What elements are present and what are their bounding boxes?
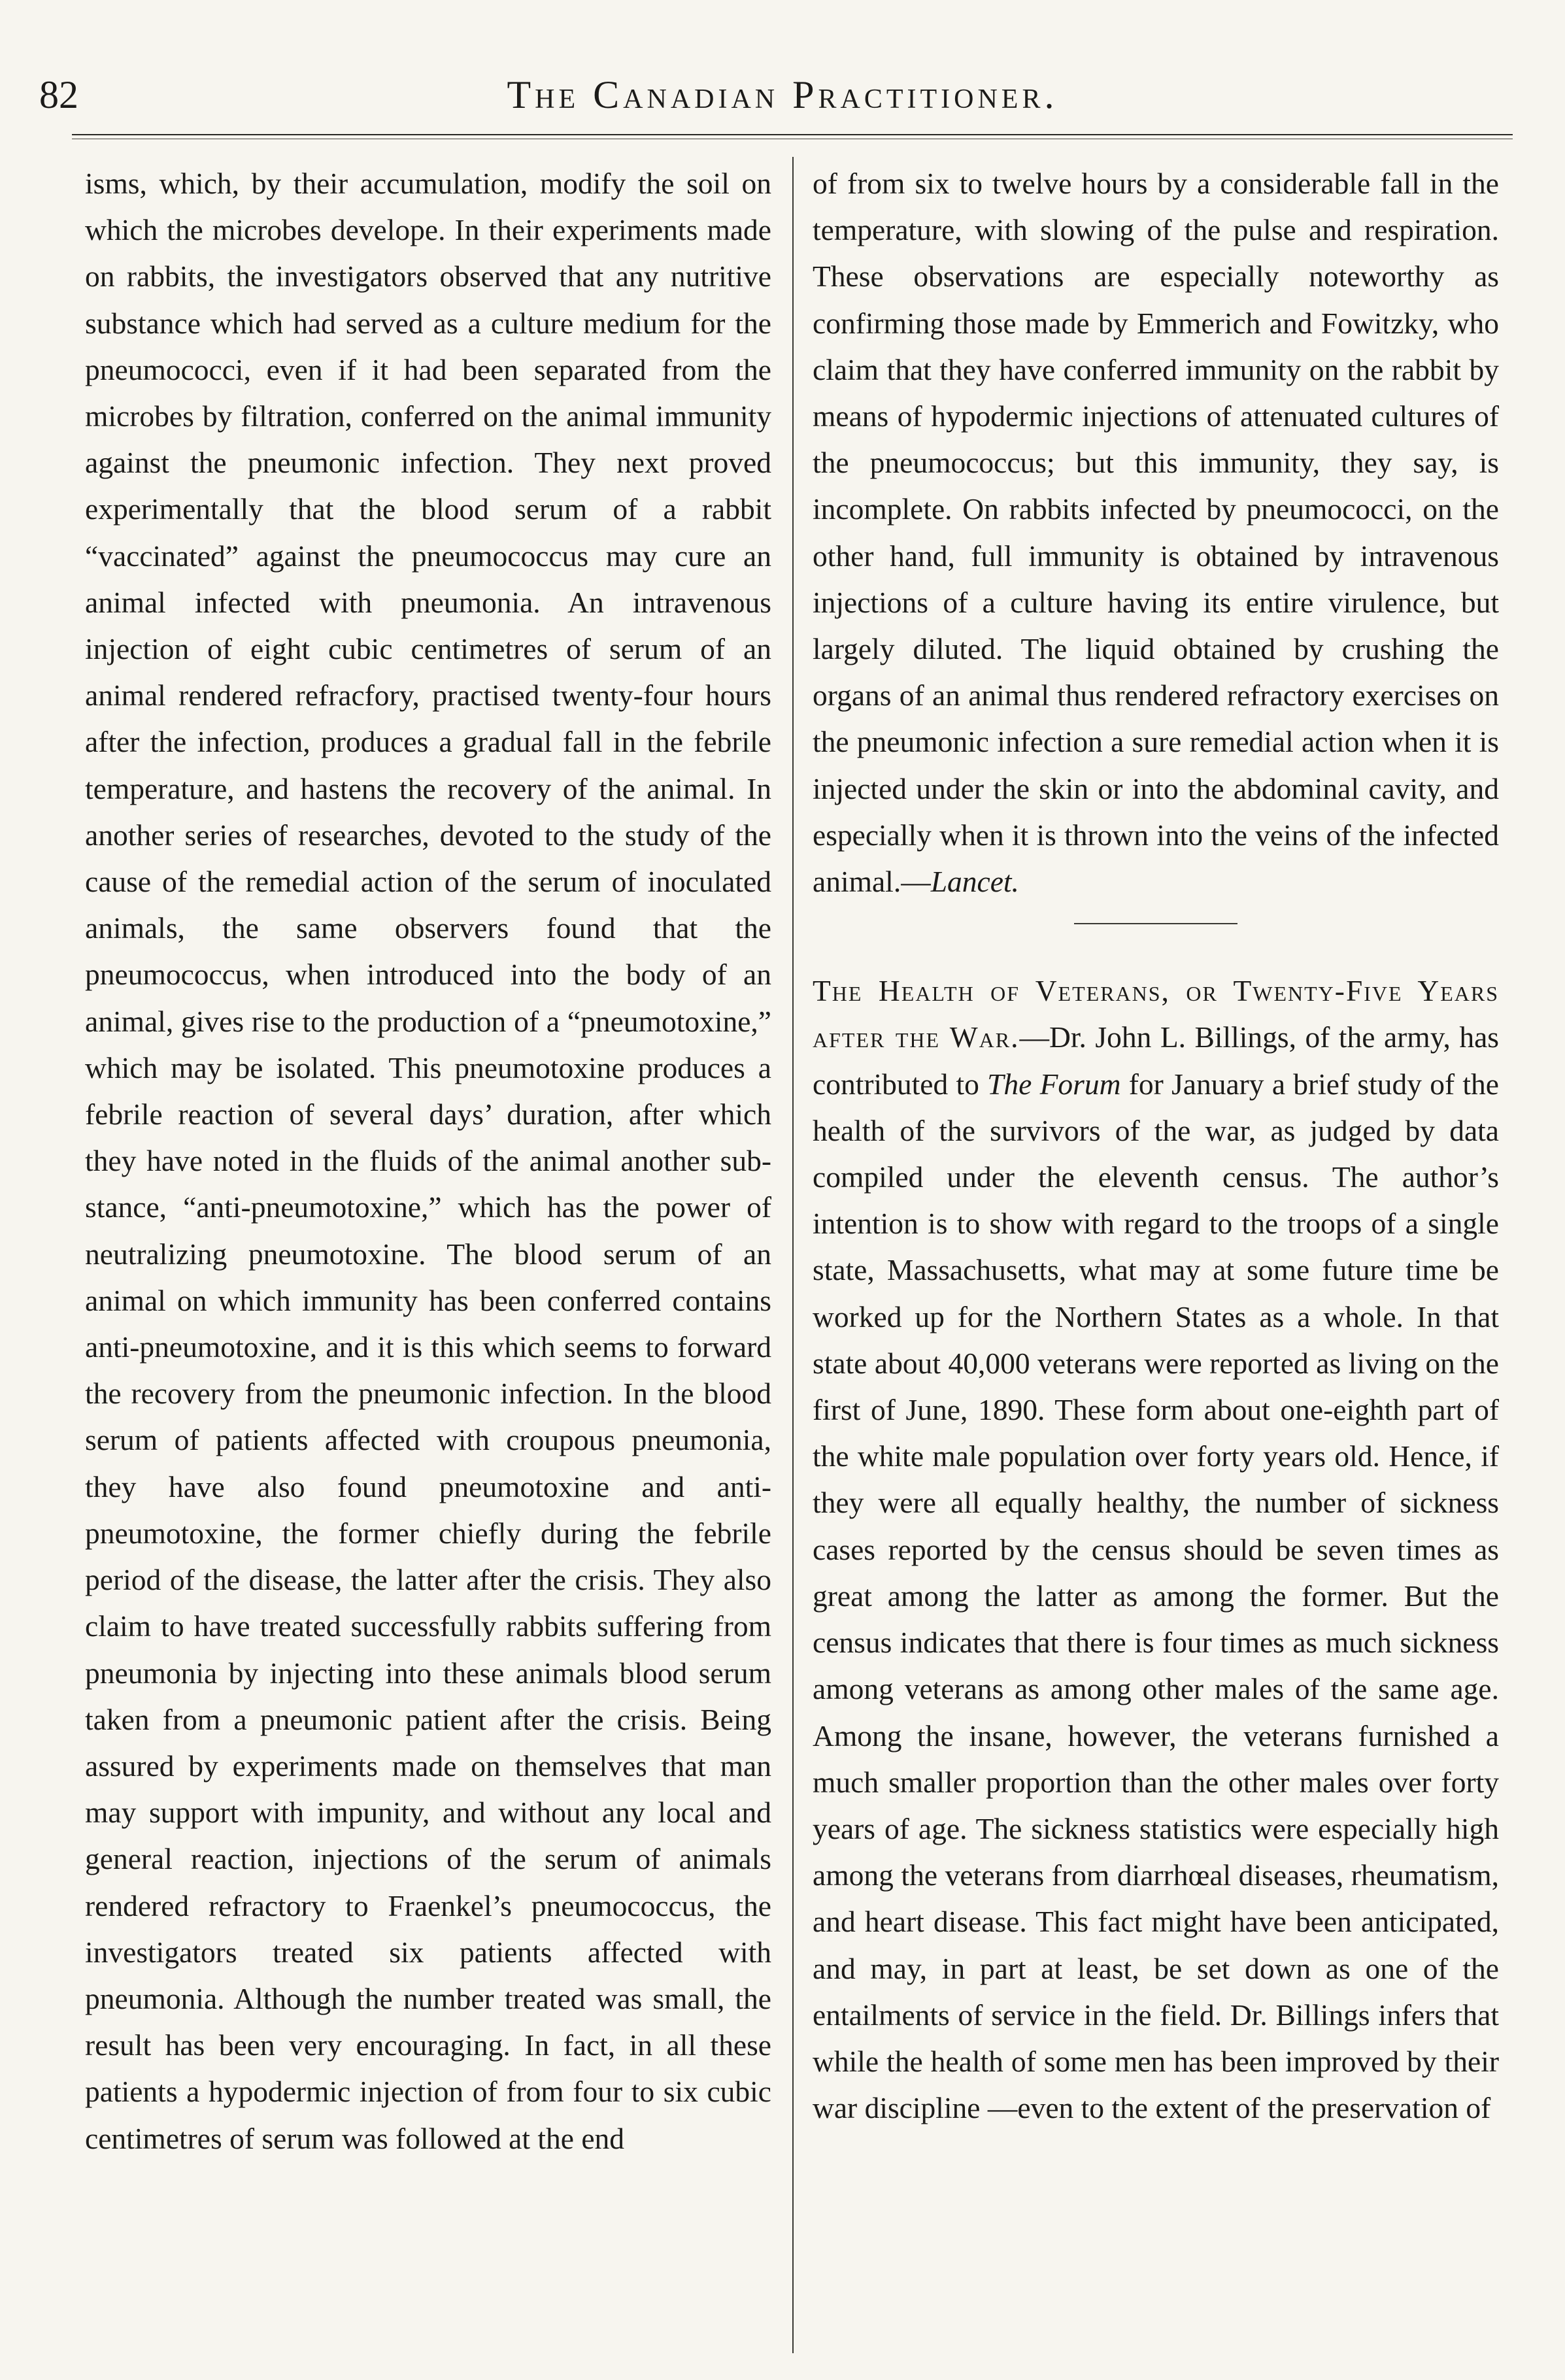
veterans-article-text-a: Dr. John L. Billings, of the army, has contributed to bbox=[813, 1020, 1500, 1101]
journal-name: The Forum bbox=[987, 1067, 1121, 1101]
running-title: The Canadian Practitioner. bbox=[507, 73, 1058, 116]
right-column-paragraph-lancet bbox=[813, 160, 1499, 905]
lancet-article-text: of from six to twelve hours by a considerable fall in the temperature, with slowing of the pulse and respiration. These observations are especially noteworthy as confirming those made by Emmerich and Fowitzky, who claim that they have conferred immunity on the rabbit by means of hypodermic injections of attenuated cultures of the pneumococcus; but this immunity, they say, is incomplete. On rabbits infected by pneumococci, on the other hand, full immunity is obtained by intravenous injections of a culture having its entire virulence, but largely diluted. The liquid obtained by crushing the organs of an animal thus rendered refractory exercises on the pneumonic infection a sure remedial action when it is injected under the skin or into the abdominal cavity, and especially when it is thrown into the veins of the infected animal.— bbox=[813, 167, 1499, 899]
heading-dash: — bbox=[1019, 1020, 1049, 1054]
page-header bbox=[39, 65, 1526, 124]
header-rule bbox=[72, 134, 1513, 135]
veterans-article-paragraph bbox=[813, 967, 1499, 2131]
left-column bbox=[85, 160, 771, 2162]
source-citation: Lancet. bbox=[930, 865, 1019, 899]
section-separator-rule bbox=[1074, 923, 1237, 924]
page-number: 82 bbox=[39, 73, 78, 116]
left-column-paragraph: isms, which, by their accumulation, modify the soil on which the microbes develope. In their experiments made on rabbits, the investigators observed that any nutritive substance which had served as a culture medium for the pneumococci, even if it had been separated from the microbes by filtration, conferred on the animal immunity against the pneumonic infection. They next proved experimentally that the blood serum of a rabbit “vaccinated” against the pneumococcus may cure an animal infected with pneumonia. An intravenous injection of eight cubic centimetres of serum of an animal rendered refracfory, practised twenty-four hours after the infection, produces a gradual fall in the febrile temperature, and hastens the recovery of the animal. In another series of researches, devoted to the study of the cause of the remedial action of the serum of inoculated animals, the same observers found that the pneumococcus, when introduced into the body of an animal, gives rise to the production of a “pneumotoxine,” which may be isolated. This pneumotoxine produces a febrile reaction of several days’ duration, after which they have noted in the fluids of the animal another substance, “anti-pneumotoxine,” which has the power of neutralizing pneumotoxine. The blood serum of an animal on which immunity has been conferred contains anti-pneumotoxine, and it is this which seems to forward the recovery from the pneumonic infection. In the blood serum of patients affected with croupous pneumonia, they have also found pneumotoxine and anti-pneumotoxine, the former chiefly during the febrile period of the disease, the latter after the crisis. They also claim to have treated successfully rabbits suffering from pneumonia by injecting into these animals blood serum taken from a pneumonic patient after the crisis. Being assured by experiments made on themselves that man may support with impunity, and without any local and general reaction, injections of the serum of animals rendered refractory to Fraenkel’s pneumococcus, the investigators treated six patients affected with pneumonia. Although the number treated was small, the result has been very encouraging. In fact, in all these patients a hypodermic injection of from four to six cubic centimetres of serum was followed at the end bbox=[85, 167, 771, 2155]
right-column bbox=[813, 160, 1499, 2131]
veterans-article-text-b: for January a brief study of the health of the survivors of the war, as judged by data compiled under the eleventh census. The author’s intention is to show with regard to the troops of a single state, Massachusetts, what may at some future time be worked up for the Northern States as a whole. In that state about 40,000 veterans were reported as living on the first of June, 1890. These form about one-eighth part of the white male population over forty years old. Hence, if they were all equally healthy, the number of sickness cases reported by the census should be seven times as great among the latter as among the former. But the census indicates that there is four times as much sickness among veterans as among other males of the same age. Among the insane, however, the veterans furnished a much smaller proportion than the other males over forty years of age. The sickness statistics were especially high among the veterans from diarrhœal diseases, rheumatism, and heart disease. This fact might have been anticipated, and may, in part at least, be set down as one of the entailments of service in the field. Dr. Billings infers that while the health of some men has been improved by their war discipline —even to the extent of the preservation of bbox=[813, 1067, 1500, 2125]
article-heading: The Health of Veterans, or Twenty-Five Years after the War. bbox=[813, 974, 1499, 1054]
column-divider bbox=[792, 157, 794, 2353]
